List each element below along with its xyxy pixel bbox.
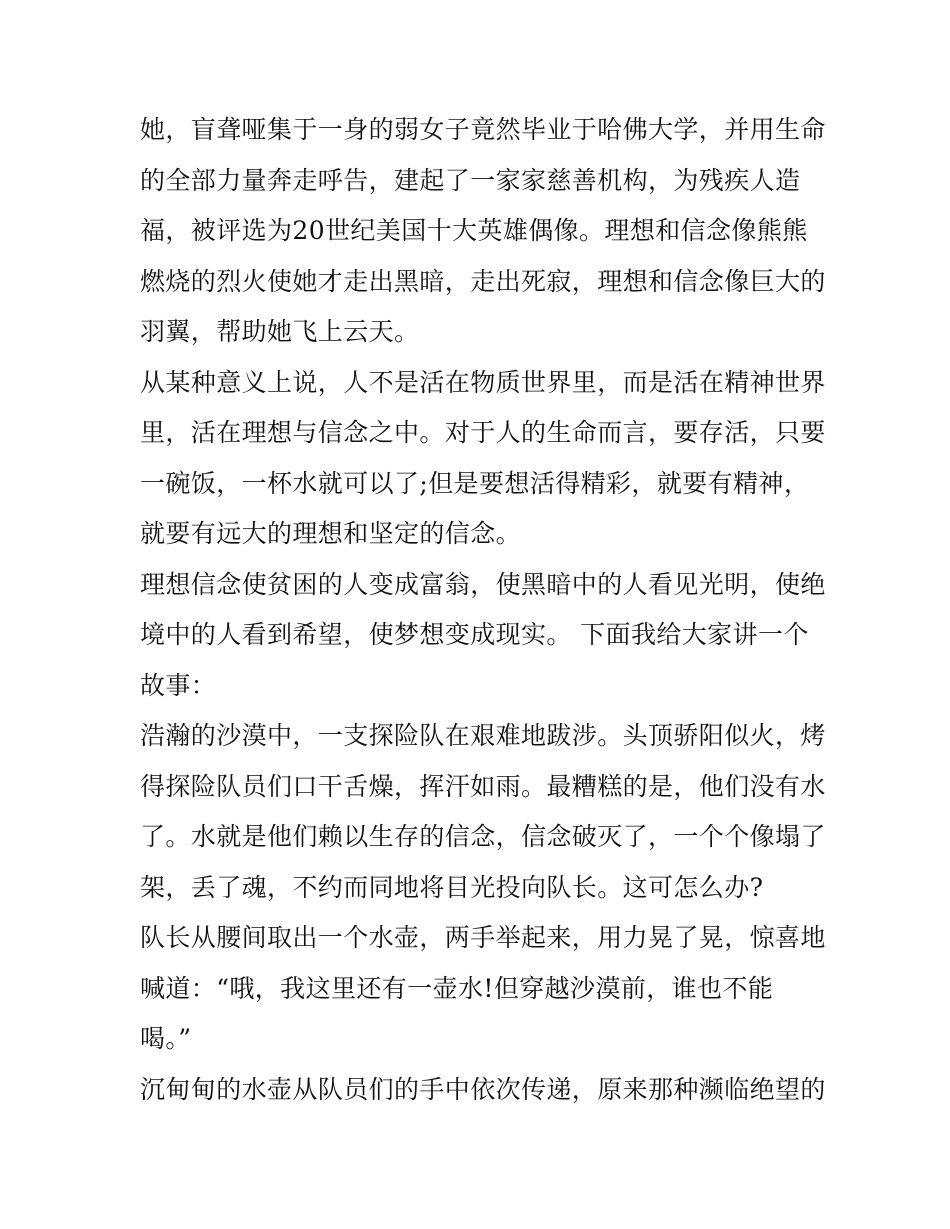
text-line: 沉甸甸的水壶从队员们的手中依次传递，原来那种濒临绝望的 bbox=[140, 1074, 826, 1104]
body-text bbox=[140, 105, 826, 1115]
text-line: 架，丢了魂，不约而同地将目光投向队长。这可怎么办? bbox=[140, 872, 764, 902]
text-line: 喝。” bbox=[140, 1024, 192, 1053]
text-line: 故事： bbox=[140, 670, 217, 700]
text-line: 理想信念使贫困的人变成富翁，使黑暗中的人看见光明，使绝 bbox=[140, 569, 826, 599]
text-line: 她，盲聋哑集于一身的弱女子竟然毕业于哈佛大学，并用生命 bbox=[140, 115, 826, 144]
text-line: 燃烧的烈火使她才走出黑暗，走出死寂，理想和信念像巨大的 bbox=[140, 266, 826, 296]
text-line: 福，被评选为20世纪美国十大英雄偶像。理想和信念像熊熊 bbox=[140, 216, 808, 245]
text-line: 喊道：“哦，我这里还有一壶水!但穿越沙漠前，谁也不能 bbox=[140, 973, 774, 1003]
text-line: 的全部力量奔走呼告，建起了一家家慈善机构，为残疾人造 bbox=[140, 165, 801, 195]
text-line: 一碗饭，一杯水就可以了;但是要想活得精彩，就要有精神， bbox=[140, 468, 810, 498]
text-line: 境中的人看到希望，使梦想变成现实。 下面我给大家讲一个 bbox=[140, 620, 809, 649]
text-line: 就要有远大的理想和坚定的信念。 bbox=[140, 519, 522, 548]
text-line: 羽翼，帮助她飞上云天。 bbox=[140, 317, 420, 346]
text-line: 了。水就是他们赖以生存的信念，信念破灭了，一个个像塌了 bbox=[140, 822, 826, 851]
text-line: 里，活在理想与信念之中。对于人的生命而言，要存活，只要 bbox=[140, 418, 826, 447]
text-line: 浩瀚的沙漠中，一支探险队在艰难地跋涉。头顶骄阳似火，烤 bbox=[140, 721, 826, 750]
text-line: 从某种意义上说，人不是活在物质世界里，而是活在精神世界 bbox=[140, 367, 826, 397]
text-line: 队长从腰间取出一个水壶，两手举起来，用力晃了晃，惊喜地 bbox=[140, 923, 826, 952]
text-line: 得探险队员们口干舌燥，挥汗如雨。最糟糕的是，他们没有水 bbox=[140, 771, 826, 801]
